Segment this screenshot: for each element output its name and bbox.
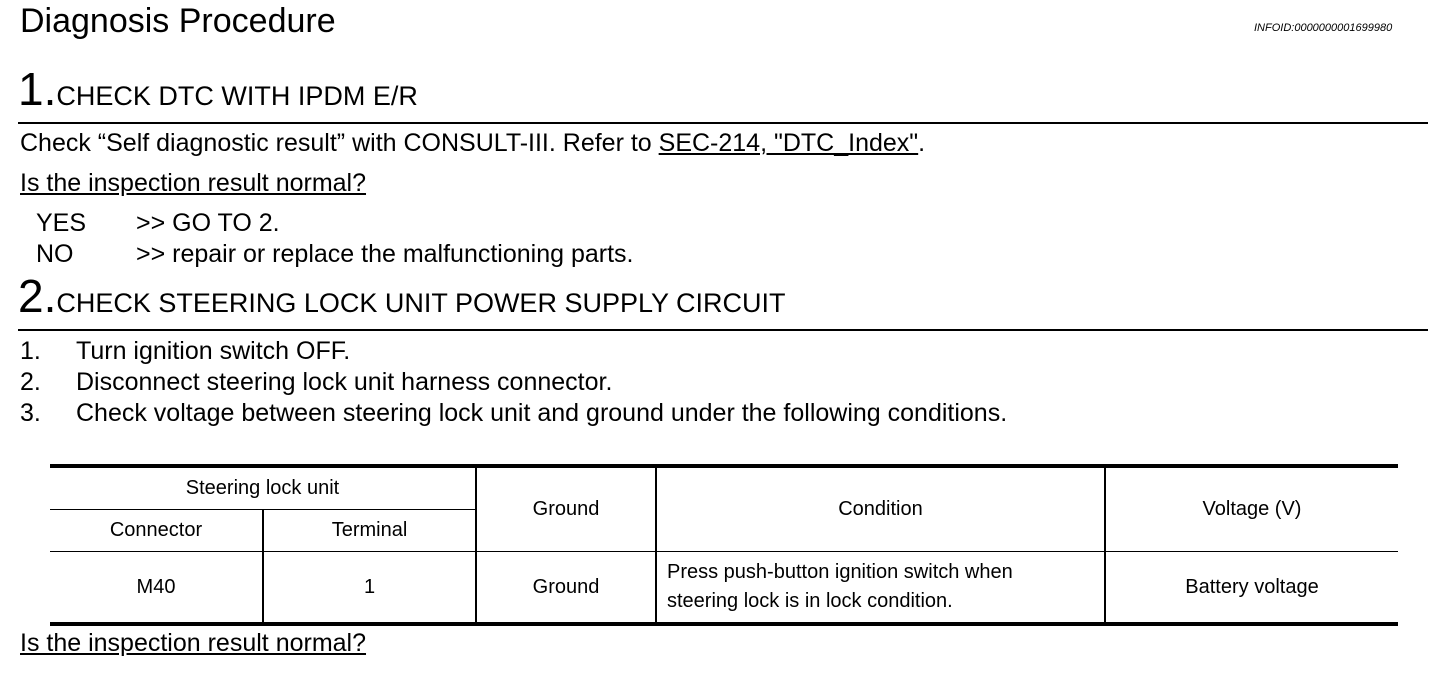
condition-line-1: Press push-button ignition switch when <box>667 561 1013 583</box>
table-header-voltage: Voltage (V) <box>1105 466 1398 552</box>
step-2-title: CHECK STEERING LOCK UNIT POWER SUPPLY CIRCUIT <box>56 288 786 318</box>
cell-ground: Ground <box>476 552 656 625</box>
info-id: INFOID:0000000001699980 <box>1254 22 1393 34</box>
step-2-item-1-text: Turn ignition switch OFF. <box>76 337 351 365</box>
table-row <box>50 552 1398 625</box>
condition-line-2: steering lock is in lock condition. <box>667 590 953 612</box>
step-2-heading <box>18 270 786 322</box>
cell-connector: M40 <box>50 552 263 625</box>
step-2-item-3-num: 3. <box>20 399 41 427</box>
step-1-divider <box>18 122 1428 124</box>
answer-no-text: >> repair or replace the malfunctioning parts. <box>136 240 634 268</box>
step-2-question[interactable]: Is the inspection result normal? <box>20 629 367 657</box>
step-1-heading <box>18 63 418 115</box>
table-header-condition: Condition <box>656 466 1105 552</box>
answer-yes-key: YES <box>36 209 87 237</box>
step-1-number: 1. <box>18 63 57 115</box>
step-1-title: CHECK DTC WITH IPDM E/R <box>56 81 418 111</box>
table-header-connector: Connector <box>50 510 263 552</box>
step-1-question[interactable]: Is the inspection result normal? <box>20 169 367 197</box>
cell-voltage: Battery voltage <box>1105 552 1398 625</box>
dtc-index-link[interactable]: SEC-214, "DTC_Index" <box>658 129 919 157</box>
step-1-instruction <box>20 128 925 158</box>
step-2-number: 2. <box>18 270 57 322</box>
answer-yes-text: >> GO TO 2. <box>136 209 280 237</box>
instruction-text: Check “Self diagnostic result” with CONSULT-III. Refer to <box>20 129 659 157</box>
table-header-ground: Ground <box>476 466 656 552</box>
table-header-terminal: Terminal <box>263 510 476 552</box>
answer-no-key: NO <box>36 240 74 268</box>
step-2-item-1-num: 1. <box>20 337 41 365</box>
step-2-item-2-num: 2. <box>20 368 41 396</box>
instruction-period: . <box>918 129 926 157</box>
table-header-steering-lock-unit: Steering lock unit <box>50 466 476 510</box>
step-2-item-3-text: Check voltage between steering lock unit and ground under the following conditions. <box>76 399 1008 427</box>
voltage-spec-table <box>50 464 1398 626</box>
step-2-item-2-text: Disconnect steering lock unit harness connector. <box>76 368 613 396</box>
step-2-divider <box>18 329 1428 331</box>
page-title: Diagnosis Procedure <box>20 2 336 40</box>
cell-terminal: 1 <box>263 552 476 625</box>
cell-condition <box>656 552 1105 625</box>
